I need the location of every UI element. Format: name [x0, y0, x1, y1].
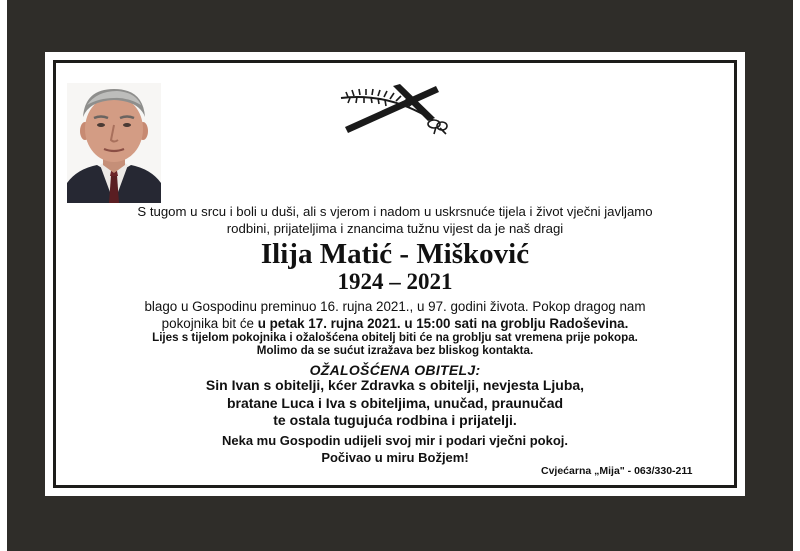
notice-line-2	[45, 316, 745, 333]
closing-line-2: Počivao u miru Božjem!	[321, 450, 469, 465]
notice-line-1: blago u Gospodinu preminuo 16. rujna 2021., u 97. godini života. Pokop dragog nam	[144, 299, 646, 314]
family-line-2: bratane Luca i Iva s obiteljima, unučad, praunučad	[226, 394, 564, 411]
family-line-1: Sin Ivan s obitelji, kćer Zdravka s obitelji, nevjesta Ljuba,	[205, 377, 585, 393]
family-line-3: te ostala tugujuća rodbina i prijatelji.	[273, 412, 517, 428]
florist-credit: Cvjećarna „Mija" - 063/330-211	[541, 465, 693, 477]
closing-text	[45, 432, 745, 466]
notice-text	[45, 299, 745, 332]
notice-line-2-prefix: pokojnika bit će	[161, 315, 258, 331]
intro-line-1: S tugom u srcu i boli u duši, ali s vjerom i nadom u uskrsnuće tijela i život vječni javljamo	[137, 204, 653, 219]
notice-line-4: Molimo da se sućut izražava bez bliskog kontakta.	[256, 344, 534, 357]
family-heading: OŽALOŠĆENA OBITELJ:	[309, 362, 481, 378]
family-list	[45, 377, 745, 430]
portrait-photo	[67, 83, 161, 203]
deceased-name: Ilija Matić - Mišković	[260, 238, 530, 270]
deceased-years: 1924 – 2021	[337, 269, 453, 294]
funeral-details: u petak 17. rujna 2021. u 15:00 sati na groblju Radoševina.	[257, 315, 629, 331]
intro-line-2: rodbini, prijateljima i znancima tužnu vijest da je naš dragi	[226, 221, 564, 236]
closing-line-1: Neka mu Gospodin udijeli svoj mir i podari vječni pokoj.	[221, 433, 568, 448]
intro-text	[45, 203, 745, 237]
notice-line-3: Lijes s tijelom pokojnika i ožalošćena obitelj biti će na groblju sat vremena prije pokopa.	[152, 331, 638, 344]
cross-with-palm-icon	[338, 80, 453, 136]
